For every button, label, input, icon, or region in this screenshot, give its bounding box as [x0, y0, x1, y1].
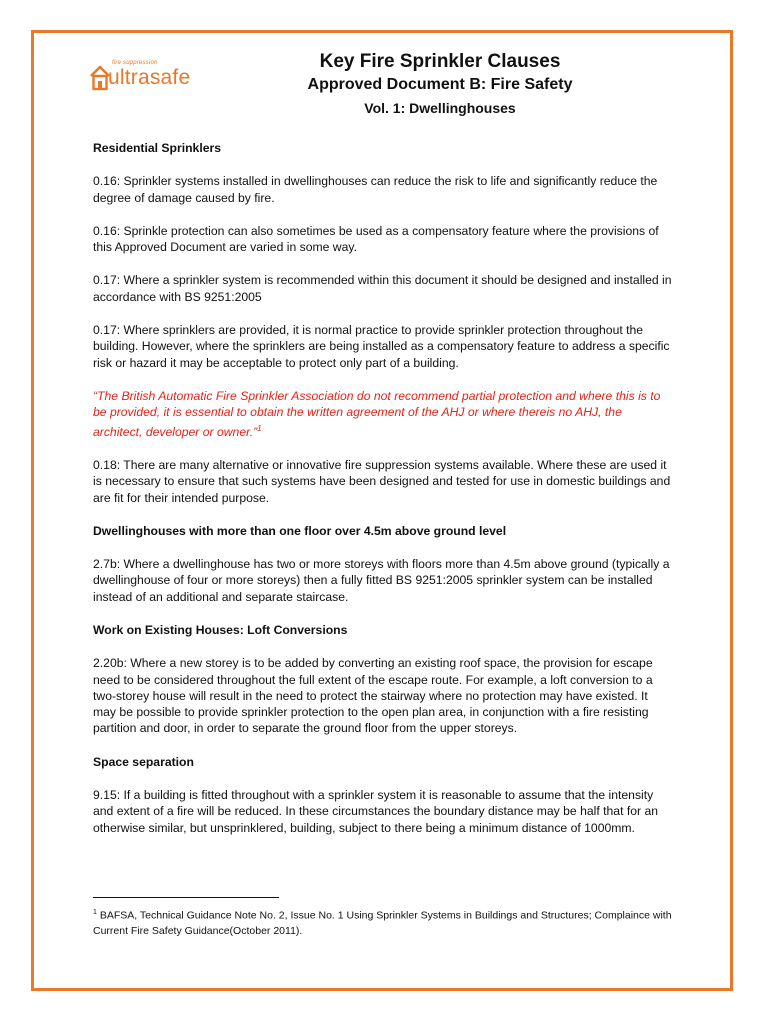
paragraph-9-15: 9.15: If a building is fitted throughout with a sprinkler system it is reasonable to assume that the intensity and extent of a fire will be reduced. In these circumstances the boundary distance may be half that for an otherwise similar, but unsprinklered, building, subject to there being a minimum distance of 1000mm. [93, 788, 659, 835]
footnote-marker: 1 [93, 909, 97, 916]
paragraph-0-17a: 0.17: Where a sprinkler system is recommended within this document it should be designed and installed in accordance with BS 9251:2005 [93, 273, 672, 304]
quote-footnote-ref[interactable]: 1 [257, 423, 262, 433]
footnote-text: BAFSA, Technical Guidance Note No. 2, Issue No. 1 Using Sprinkler Systems in Buildings and Structures; Complaince with Current Fire Safety Guidance(October 2011). [93, 909, 672, 937]
page-subtitle: Approved Document B: Fire Safety [307, 76, 573, 93]
footnote [93, 905, 673, 939]
paragraph-2-20b: 2.20b: Where a new storey is to be added by converting an existing roof space, the provision for escape need to be considered throughout the full extent of the escape route. For example, a loft conversion to a two-storey house will result in the need to protect the stairway where no protection may have existed. It may be possible to provide sprinkler protection to the open plan area, in conjunction with a fire resisting partition and door, in order to separate the ground floor from the upper storeys. [93, 656, 653, 736]
paragraph-0-17b: 0.17: Where sprinklers are provided, it is normal practice to provide sprinkler protection throughout the building. However, where the sprinklers are being installed as a compensatory feature to address a specific risk or hazard it may be acceptable to protect only part of a building. [93, 323, 670, 370]
section-heading-residential: Residential Sprinklers [93, 141, 222, 155]
section-heading-loft: Work on Existing Houses: Loft Conversions [93, 623, 348, 637]
volume-title: Vol. 1: Dwellinghouses [364, 100, 516, 116]
section-heading-floors: Dwellinghouses with more than one floor over 4.5m above ground level [93, 523, 507, 538]
logo-tagline: fire suppression [112, 60, 158, 66]
paragraph-2-7b: 2.7b: Where a dwellinghouse has two or more storeys with floors more than 4.5m above ground (typically a dwellinghouse of four or more storeys) then a fully fitted BS 9251:2005 sprinkler system can be installed instead of an additional and separate staircase. [93, 557, 670, 604]
paragraph-0-18: 0.18: There are many alternative or innovative fire suppression systems available. Where these are used it is necessary to ensure that such systems have been designed and tested for use in domestic buildings and are fit for their intended purpose. [93, 457, 671, 505]
quote-text: “The British Automatic Fire Sprinkler Association do not recommend partial protection and where this is to be provided, it is essential to obtain the written agreement of the AHJ or where thereis no AHJ, the architect, developer or owner.” [93, 388, 661, 439]
section-heading-space: Space separation [93, 754, 194, 769]
paragraph-0-16a: 0.16: Sprinkler systems installed in dwellinghouses can reduce the risk to life and significantly reduce the degree of damage caused by fire. [93, 174, 658, 205]
document-header [220, 50, 660, 118]
paragraph-0-16b: 0.16: Sprinkle protection can also sometimes be used as a compensatory feature where the provisions of this Approved Document are varied in some way. [93, 223, 659, 255]
logo-wordmark: ultrasafe [108, 66, 191, 89]
page-title: Key Fire Sprinkler Clauses [319, 51, 561, 72]
footnote-divider [93, 897, 279, 898]
document-body [93, 140, 673, 836]
bafsa-quote [93, 388, 673, 440]
